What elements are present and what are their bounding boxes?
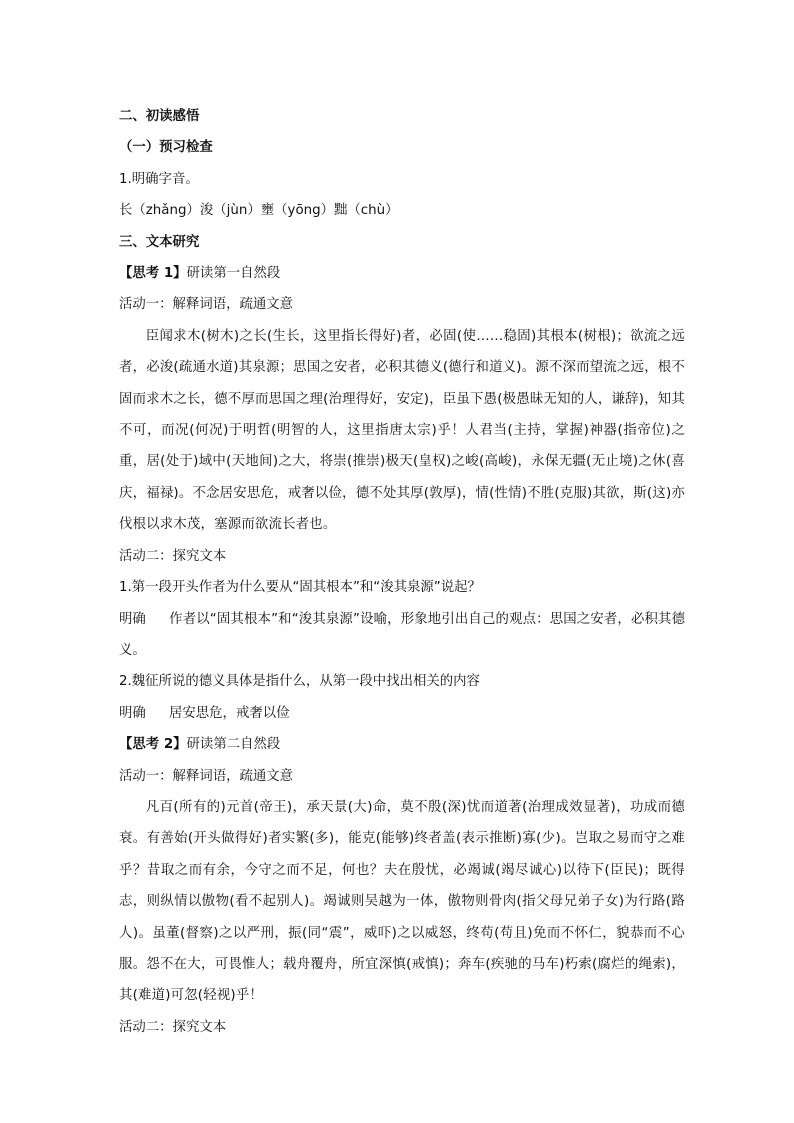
think-2-activity-2: 活动二：探究文本 [119,1019,227,1035]
think-1-answer-2 [119,698,685,729]
answer-label: 明确 [119,705,146,721]
think-1-question-1: 1.第一段开头作者为什么要从“固其根本”和“浚其泉源”说起？ [119,580,481,596]
think-1-activity-2: 活动二：探究文本 [119,548,227,564]
document-page [119,101,685,1043]
think-2-paragraph: 凡百(所有的)元首(帝王)，承天景(大)命，莫不殷(深)忧而道著(治理成效显著)，功成而德衰。有善始(开头做得好)者实繁(多)，能克(能够)终者盖(表示推断)寡(少)。岂取之易而守之难乎？昔取之而有余，今守之而不足，何也？夫在殷忧，必竭诚(竭尽诚心)以待下(臣民)；既得志，则纵情以傲物(看不起别人)。竭诚则吴越为一体，傲物则骨肉(指父母兄弟子女)为行路(路人)。虽董(督察)之以严刑，振(同“震”，威吓)之以威怒，终苟(苟且)免而不怀仁，貌恭而不心服。怨不在大，可畏惟人；载舟覆舟，所宜深慎(戒慎)；奔车(疾驰的马车)朽索(腐烂的绳索)，其(难道)可忽(轻视)乎！ [119,799,685,1004]
think-1-paragraph: 臣闻求木(树木)之长(生长，这里指长得好)者，必固(使……稳固)其根本(树根)；欲流之远者，必浚(疏通水道)其泉源；思国之安者，必积其德义(德行和道义)。源不深而望流之远，根不固而求木之长，德不厚而思国之理(治理得好，安定)，臣虽下愚(极愚昧无知的人，谦辞)，知其不可，而况(何况)于明哲(明智的人，这里指唐太宗)乎！人君当(主持，掌握)神器(指帝位)之重，居(处于)域中(天地间)之大，将崇(推崇)极天(皇权)之峻(高峻)，永保无疆(无止境)之休(喜庆，福禄)。不念居安思危，戒奢以俭，德不处其厚(敦厚)，情(性情)不胜(克服)其欲，斯(这)亦伐根以求木茂，塞源而欲流长者也。 [119,328,685,533]
think-1-answer-1 [119,604,685,667]
section-heading-text-study: 三、文本研究 [119,234,200,250]
think-1-title [119,258,685,289]
item-clarify-pronunciation: 1.明确字音。 [119,171,199,187]
think-1-question-2: 2.魏征所说的德义具体是指什么，从第一段中找出相关的内容 [119,674,480,690]
answer-text: 作者以“固其根本”和“浚其泉源”设喻，形象地引出自己的观点：思国之安者，必积其德义。 [119,611,685,658]
think-2-title [119,729,685,760]
think-1-text: 研读第一自然段 [186,266,281,282]
think-1-bracket: 【思考 1】 [119,266,187,282]
think-2-text: 研读第二自然段 [186,737,281,753]
section-heading-initial-reading: 二、初读感悟 [119,109,200,124]
pronunciation-list: 长（zhǎng）浚（jùn）壅（yōng）黜（chù） [119,203,399,219]
answer-label: 明确 [119,611,146,627]
subsection-heading-preview-check: （一）预习检查 [119,140,213,156]
think-1-activity-1: 活动一：解释词语，疏通文意 [119,297,294,313]
think-2-activity-1: 活动一：解释词语，疏通文意 [119,768,294,784]
think-2-bracket: 【思考 2】 [119,737,187,753]
answer-text: 居安思危，戒奢以俭 [169,705,290,721]
